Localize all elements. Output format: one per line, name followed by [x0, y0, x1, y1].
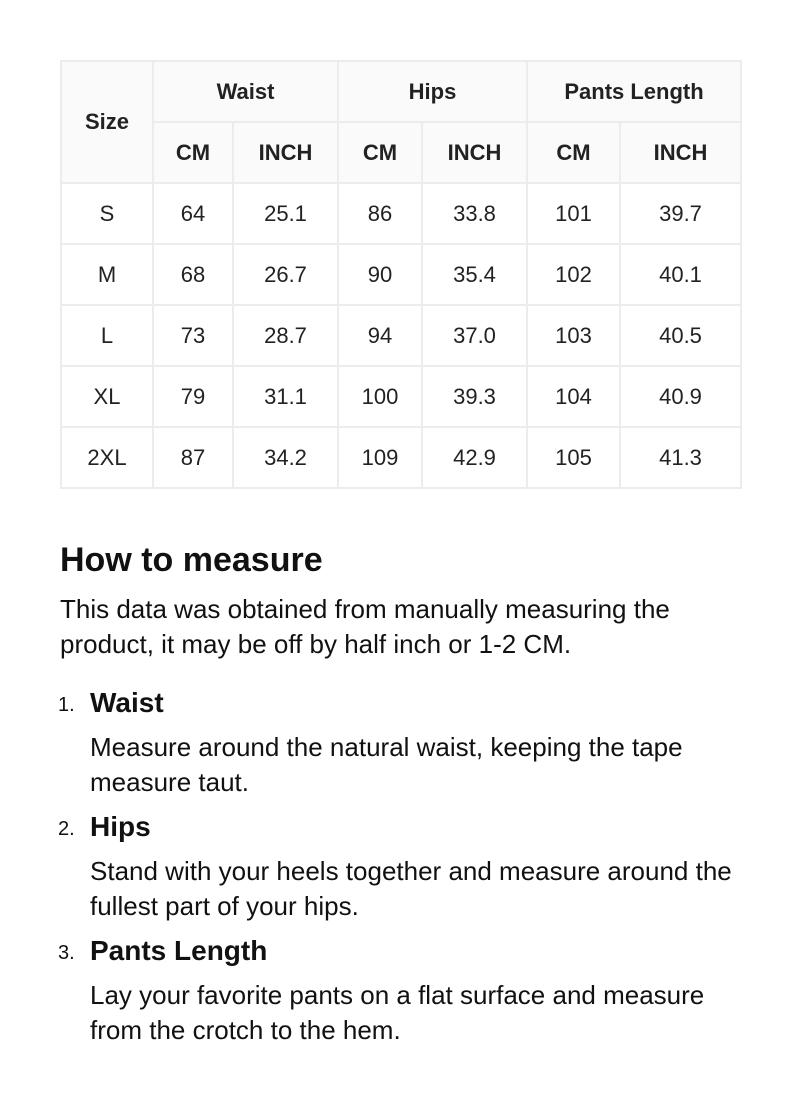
table-cell: 40.1 — [620, 244, 741, 305]
table-cell: 73 — [153, 305, 233, 366]
unit-header: CM — [153, 122, 233, 183]
table-cell: 86 — [338, 183, 422, 244]
table-cell: 87 — [153, 427, 233, 488]
table-row — [61, 366, 741, 427]
table-cell: 35.4 — [422, 244, 527, 305]
table-cell: 102 — [527, 244, 620, 305]
step-number: 1. — [58, 694, 75, 716]
step-description: Measure around the natural waist, keeping the tape measure taut. — [90, 732, 683, 797]
how-to-measure-section — [60, 536, 750, 1058]
pants-length-group-header: Pants Length — [527, 61, 741, 122]
table-row — [61, 427, 741, 488]
size-column-header: Size — [61, 61, 153, 183]
table-cell: 64 — [153, 183, 233, 244]
table-cell: 28.7 — [233, 305, 338, 366]
table-cell: 94 — [338, 305, 422, 366]
measure-steps-list — [60, 686, 750, 1048]
table-cell: 31.1 — [233, 366, 338, 427]
table-header-row — [61, 61, 741, 122]
waist-group-header: Waist — [153, 61, 338, 122]
intro-text: This data was obtained from manually measuring the product, it may be off by half inch or 1-2 CM. — [60, 594, 670, 659]
unit-header: INCH — [422, 122, 527, 183]
step-title: Waist — [90, 687, 164, 718]
step-title: Pants Length — [90, 935, 268, 966]
table-cell: 101 — [527, 183, 620, 244]
size-cell: 2XL — [61, 427, 153, 488]
list-item — [60, 686, 750, 800]
table-unit-row — [61, 122, 741, 183]
list-item — [60, 934, 750, 1048]
table-cell: 37.0 — [422, 305, 527, 366]
table-cell: 33.8 — [422, 183, 527, 244]
section-heading: How to measure — [60, 541, 323, 579]
step-number: 2. — [58, 818, 75, 840]
size-cell: XL — [61, 366, 153, 427]
table-cell: 90 — [338, 244, 422, 305]
size-cell: M — [61, 244, 153, 305]
table-cell: 26.7 — [233, 244, 338, 305]
unit-header: CM — [338, 122, 422, 183]
table-cell: 39.7 — [620, 183, 741, 244]
table-cell: 34.2 — [233, 427, 338, 488]
table-cell: 25.1 — [233, 183, 338, 244]
step-description: Stand with your heels together and measure around the fullest part of your hips. — [90, 856, 732, 921]
unit-header: INCH — [233, 122, 338, 183]
size-cell: L — [61, 305, 153, 366]
table-cell: 40.9 — [620, 366, 741, 427]
table-row — [61, 244, 741, 305]
list-item — [60, 810, 750, 924]
unit-header: CM — [527, 122, 620, 183]
table-cell: 109 — [338, 427, 422, 488]
table-cell: 105 — [527, 427, 620, 488]
table-row — [61, 305, 741, 366]
size-cell: S — [61, 183, 153, 244]
table-cell: 100 — [338, 366, 422, 427]
table-cell: 41.3 — [620, 427, 741, 488]
step-title: Hips — [90, 811, 151, 842]
table-cell: 40.5 — [620, 305, 741, 366]
table-cell: 39.3 — [422, 366, 527, 427]
size-chart-table — [60, 60, 742, 489]
step-description: Lay your favorite pants on a flat surface and measure from the crotch to the hem. — [90, 980, 705, 1045]
table-cell: 68 — [153, 244, 233, 305]
table-cell: 104 — [527, 366, 620, 427]
table-cell: 103 — [527, 305, 620, 366]
unit-header: INCH — [620, 122, 741, 183]
step-number: 3. — [58, 942, 75, 964]
table-row — [61, 183, 741, 244]
table-cell: 79 — [153, 366, 233, 427]
hips-group-header: Hips — [338, 61, 527, 122]
table-cell: 42.9 — [422, 427, 527, 488]
